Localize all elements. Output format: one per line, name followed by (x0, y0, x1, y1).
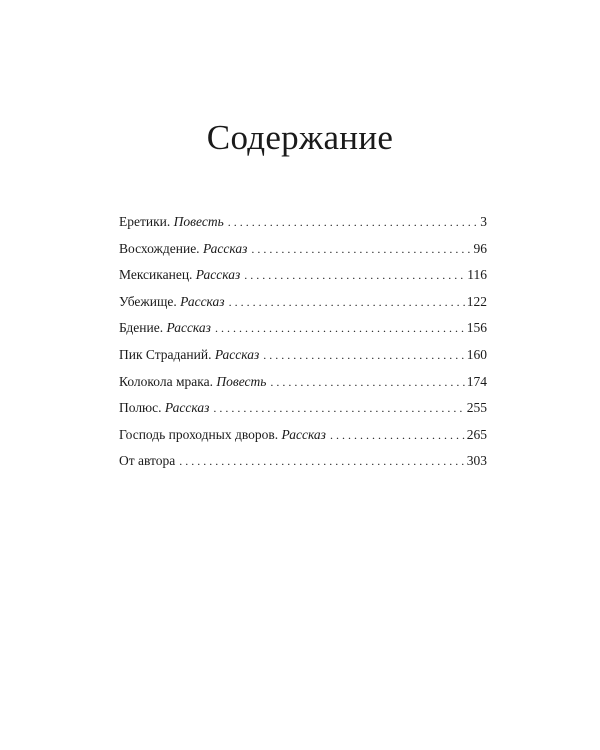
toc-genre: Рассказ (214, 346, 260, 362)
toc-entry-title (119, 320, 211, 336)
toc-page-number: 96 (473, 240, 487, 256)
toc-genre: Рассказ (180, 293, 225, 309)
toc-leader-dots (330, 428, 465, 443)
toc-entry-title (119, 347, 259, 363)
toc-page-number: 265 (466, 426, 487, 442)
toc-entry (119, 241, 487, 268)
toc-title-text: Восхождение. (119, 240, 200, 256)
toc-page-number: 122 (466, 293, 487, 309)
toc-leader-dots (263, 348, 464, 363)
toc-leader-dots (229, 295, 465, 310)
toc-genre: Рассказ (164, 400, 210, 416)
toc-entry (119, 347, 487, 374)
toc-page-number: 174 (466, 373, 487, 389)
page-title: Содержание (206, 118, 394, 157)
toc-leader-dots (213, 401, 464, 416)
toc-entry (119, 320, 487, 347)
toc-genre: Повесть (216, 373, 267, 389)
toc-title-text: Пик Страданий. (119, 346, 212, 362)
toc-entry (119, 427, 487, 454)
toc-entry-title (119, 241, 247, 257)
toc-title-text: Господь проходных дворов. (119, 426, 279, 442)
toc-leader-dots (179, 454, 464, 469)
table-of-contents (119, 214, 487, 480)
toc-entry (119, 267, 487, 294)
toc-title-text: Полюс. (119, 400, 162, 416)
toc-entry-title (119, 400, 209, 416)
toc-leader-dots (270, 375, 464, 390)
toc-entry-title (119, 427, 326, 443)
toc-entry-title (119, 374, 266, 390)
toc-leader-dots (228, 215, 479, 230)
toc-entry (119, 453, 487, 480)
toc-entry-title (119, 214, 224, 230)
toc-genre: Рассказ (281, 426, 326, 442)
toc-page-number: 255 (466, 400, 487, 416)
toc-entry-title (119, 267, 240, 283)
toc-page-number: 156 (466, 320, 487, 336)
toc-genre: Рассказ (202, 240, 248, 256)
toc-page-number: 3 (480, 214, 487, 229)
toc-entry-title (119, 453, 175, 469)
toc-genre: Повесть (173, 214, 224, 229)
toc-title-text: Еретики. (119, 214, 171, 229)
toc-leader-dots (251, 242, 471, 257)
toc-leader-dots (244, 268, 465, 283)
toc-entry (119, 214, 487, 241)
toc-title-text: Мексиканец. (119, 267, 193, 283)
toc-genre: Рассказ (195, 267, 241, 283)
toc-page-number: 160 (466, 346, 487, 362)
toc-title-text: Убежище. (119, 293, 177, 309)
toc-page-number: 303 (466, 453, 487, 469)
toc-entry (119, 294, 487, 321)
toc-entry (119, 400, 487, 427)
toc-title-text: Бдение. (119, 320, 164, 336)
toc-page-number: 116 (467, 267, 487, 283)
toc-entry-title (119, 294, 225, 310)
toc-title-text: От автора (119, 453, 176, 469)
toc-genre: Рассказ (166, 320, 211, 336)
toc-entry (119, 374, 487, 401)
toc-title-text: Колокола мрака. (119, 373, 213, 389)
toc-leader-dots (215, 321, 465, 336)
